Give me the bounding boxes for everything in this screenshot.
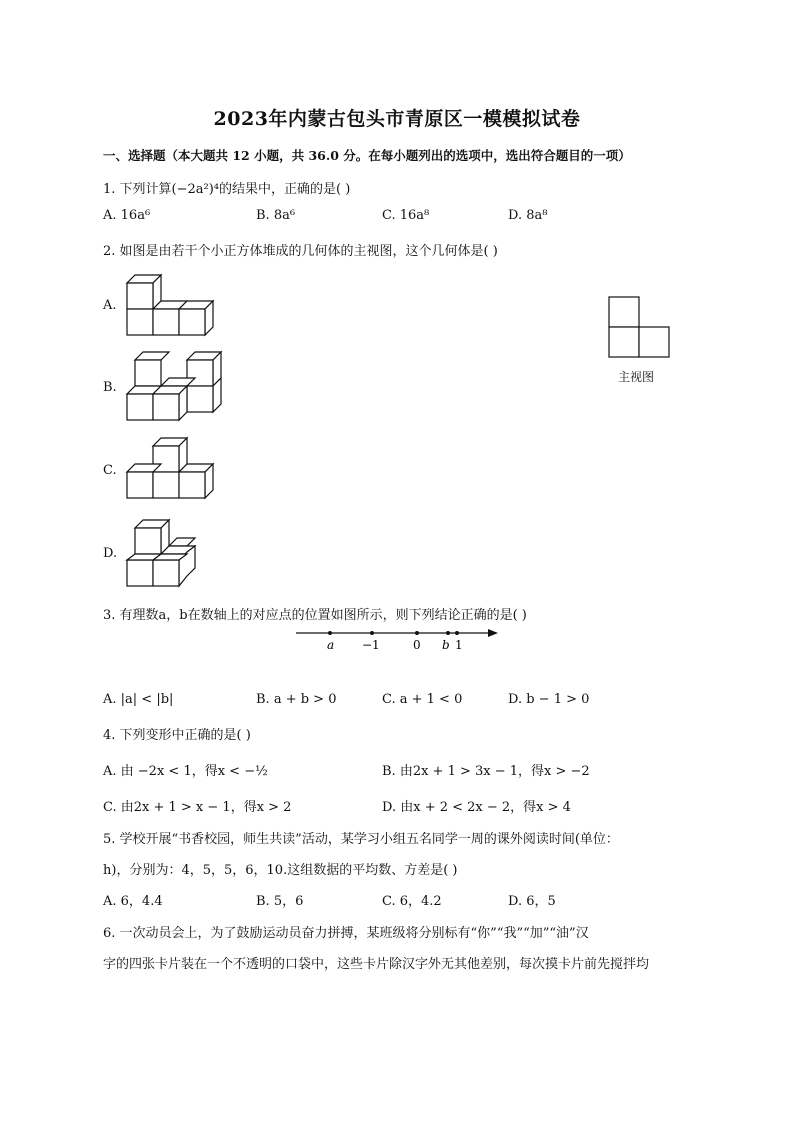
question-5-line-1: 5. 学校开展“书香校园，师生共读”活动，某学习小组五名同学一周的课外阅读时间(单位： (103, 832, 619, 847)
question-6-line-1: 6. 一次动员会上，为了鼓励运动员奋力拼搏，某班级将分别标有“你”“我”“加”“油”汉 (103, 926, 589, 941)
question-4: 4. 下列变形中正确的是( ) (103, 728, 251, 743)
axis-label-minus-1: −1 (362, 638, 380, 652)
q4-option-d: D. 由x + 2 < 2x − 2，得x > 4 (382, 800, 571, 815)
q1-option-a: A. 16a⁶ (103, 208, 151, 223)
q2-label-d: D. (103, 546, 118, 561)
number-line (294, 624, 504, 658)
main-view-figure (608, 296, 672, 360)
q3-option-d: D. b − 1 > 0 (508, 692, 590, 707)
q1-option-c: C. 16a⁸ (382, 208, 430, 223)
figure-option-c (120, 437, 230, 503)
axis-label-1: 1 (455, 638, 463, 652)
q5-option-d: D. 6，5 (508, 894, 556, 909)
question-1: 1. 下列计算(−2a²)⁴的结果中，正确的是( ) (103, 182, 351, 197)
figure-option-a (120, 270, 230, 340)
q3-option-a: A. |a| < |b| (103, 692, 174, 707)
axis-label-b: b (442, 638, 450, 652)
question-6-line-2: 字的四张卡片装在一个不透明的口袋中，这些卡片除汉字外无其他差别，每次摸卡片前先搅拌均 (103, 957, 650, 972)
q4-option-b: B. 由2x + 1 > 3x − 1，得x > −2 (382, 764, 590, 779)
question-3: 3. 有理数a，b在数轴上的对应点的位置如图所示，则下列结论正确的是( ) (103, 608, 527, 623)
q4-option-c: C. 由2x + 1 > x − 1，得x > 2 (103, 800, 292, 815)
q2-label-b: B. (103, 380, 117, 395)
q5-option-a: A. 6，4.4 (103, 894, 163, 909)
question-5-line-2: h)，分别为：4，5，5，6，10.这组数据的平均数、方差是( ) (103, 863, 458, 878)
q4-option-a: A. 由 −2x < 1，得x < −½ (103, 764, 268, 779)
q5-option-b: B. 5，6 (256, 894, 304, 909)
axis-label-a: a (327, 638, 335, 652)
figure-option-b (120, 352, 230, 424)
q3-option-c: C. a + 1 < 0 (382, 692, 463, 707)
q1-option-d: D. 8a⁸ (508, 208, 548, 223)
figure-option-d (120, 516, 230, 590)
q2-label-a: A. (103, 298, 117, 313)
section-heading: 一、选择题（本大题共 12 小题，共 36.0 分。在每小题列出的选项中，选出符合题目的一项） (103, 148, 631, 163)
q5-option-c: C. 6，4.2 (382, 894, 442, 909)
main-view-caption: 主视图 (618, 370, 655, 384)
q1-option-b: B. 8a⁶ (256, 208, 296, 223)
axis-label-0: 0 (413, 638, 421, 652)
question-2: 2. 如图是由若干个小正方体堆成的几何体的主视图，这个几何体是( ) (103, 244, 498, 259)
q2-label-c: C. (103, 463, 117, 478)
q3-option-b: B. a + b > 0 (256, 692, 337, 707)
page-title: 2023年内蒙古包头市青原区一模模拟试卷 (213, 108, 581, 130)
